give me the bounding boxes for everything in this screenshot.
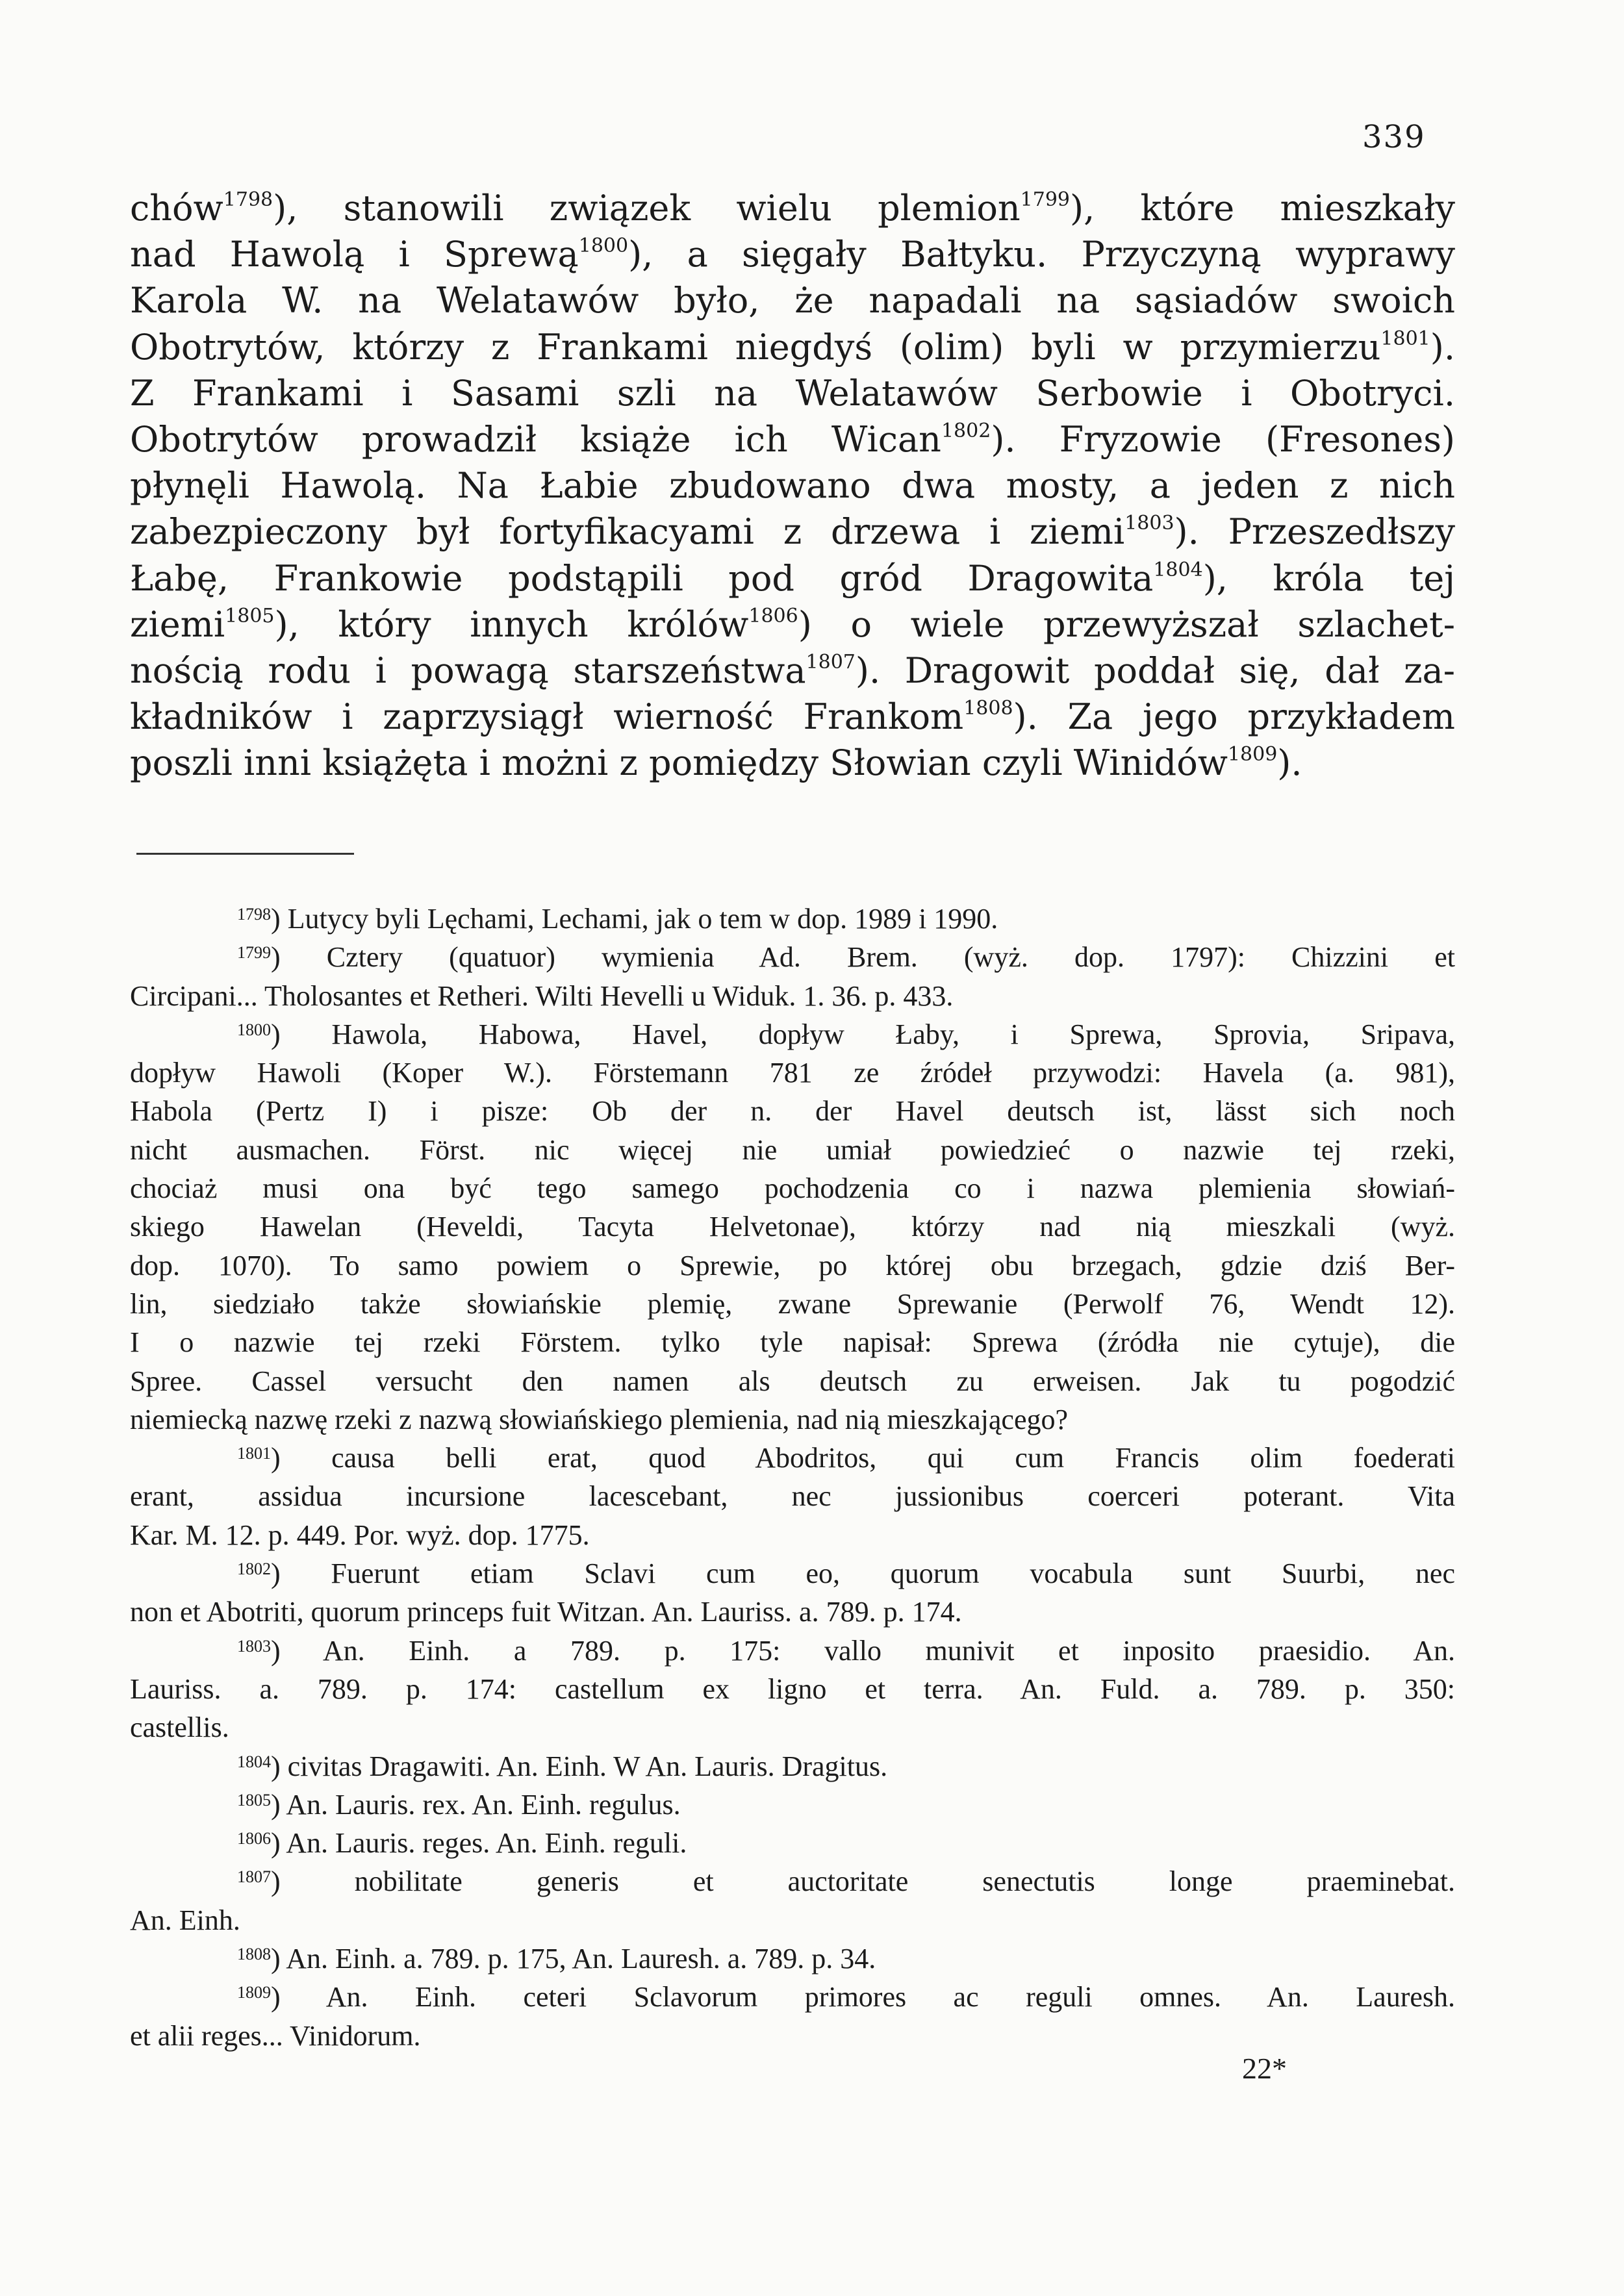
footnote-line [130,977,1455,1015]
footnote [130,1747,1455,1785]
footnote [130,1939,1455,1978]
footnote-paren: ) [271,1750,288,1782]
footnote-ref: 1809 [1227,743,1278,766]
footnote-line [130,1285,1455,1323]
footnote-text: Habola (Pertz I) i pisze: Ob der n. der Havel deutsch ist, lässt sich noch [130,1095,1455,1128]
footnote-text: An. Einh. a 789. p. 175: vallo munivit et inposito praesidio. An. [322,1634,1455,1667]
text-run: ), a sięgały Bałtyku. Przyczyną wyprawy [628,234,1455,275]
text-run: ), stanowili związek wielu plemion [273,188,1021,229]
footnote-text: An. Einh. ceteri Sclavorum primores ac reguli omnes. An. Lauresh. [325,1981,1455,2013]
footnote-text: erant, assidua incursione lacescebant, nec jussionibus coerceri poterant. Vita [130,1480,1455,1513]
footnote-line [130,1053,1455,1092]
text-run: ). Przeszedłszy [1174,511,1455,553]
text-run: kładników i zaprzysiągł wierność Frankom [130,696,964,738]
footnote-text: Circipani... Tholosantes et Retheri. Wilti Hevelli u Widuk. 1. 36. p. 433. [130,979,954,1012]
footnote-text: non et Abotriti, quorum princeps fuit Witzan. An. Lauriss. a. 789. p. 174. [130,1596,962,1628]
text-run: ). [1430,326,1455,368]
footnote [130,1632,1455,1747]
footnote-line [130,1708,1455,1747]
footnote-line [130,1015,1455,1053]
footnote [130,1978,1455,2055]
footnote-text: niemiecką nazwę rzeki z nazwą słowiańskiego plemienia, nad nią mieszkającego? [130,1403,1069,1435]
footnote [130,938,1455,1015]
text-run: ), króla tej [1202,557,1455,599]
text-line [130,277,1455,323]
footnote-text: lin, siedziało także słowiańskie plemię, zwane Sprewanie (Perwolf 76, Wendt 12). [130,1287,1455,1320]
text-run: poszli inni książęta i możni z pomiędzy Słowian czyli Winidów [130,742,1228,784]
text-run: nością rodu i powagą starszeństwa [130,650,806,692]
footnote-line [130,1747,1455,1785]
main-text [130,185,1455,787]
text-run: ) o wiele przewyższał szlachet- [798,603,1455,645]
text-line [130,185,1455,231]
footnote-paren: ) [271,1634,323,1667]
footnote-ref: 1800 [578,234,629,258]
footnote-ref: 1808 [963,697,1013,720]
text-run: chów [130,188,223,229]
footnote-ref: 1807 [806,651,856,674]
footnote-line [130,1978,1455,2016]
footnote-line [130,1862,1455,1900]
text-line [130,462,1455,509]
footnote-number: 1805 [237,1790,271,1810]
footnote-text: An. Einh. a. 789. p. 175, An. Lauresh. a. 789. p. 34. [286,1943,876,1975]
text-run: ), który innych królów [274,603,749,645]
text-line [130,694,1455,740]
footnote [130,1824,1455,1862]
text-run: ). Dragowit poddał się, dał za- [855,650,1455,692]
text-run: ), które mieszkały [1070,188,1455,229]
footnote-ref: 1806 [748,604,798,627]
text-line [130,601,1455,648]
footnote-ref: 1798 [223,188,273,211]
footnote-line [130,1400,1455,1439]
footnote-line [130,1092,1455,1130]
footnote-text: skiego Hawelan (Heveldi, Tacyta Helvetonae), którzy nad nią mieszkali (wyż. [130,1211,1455,1243]
footnote-line [130,1632,1455,1670]
footnote-number: 1809 [237,1983,271,2002]
footnote-line [130,1670,1455,1708]
footnote-text: An. Einh. [130,1904,240,1936]
footnote-line [130,1939,1455,1978]
footnote-text: I o nazwie tej rzeki Förstem. tylko tyle napisał: Sprewa (źródła nie cytuje), die [130,1326,1455,1359]
footnote-ref: 1803 [1124,512,1174,535]
text-run: Obotrytów, którzy z Frankami niegdyś (olim) byli w przymierzu [130,326,1381,368]
footnote-number: 1798 [237,905,271,924]
footnote-line [130,1785,1455,1824]
footnote-text: nobilitate generis et auctoritate senectutis longe praeminebat. [354,1865,1455,1898]
text-run: Obotrytów prowadził książe ich Wican [130,419,941,460]
footnote-line [130,1901,1455,1939]
footnote-line [130,1323,1455,1361]
text-run: płynęli Hawolą. Na Łabie zbudowano dwa mosty, a jeden z nich [130,465,1455,507]
footnote-separator [136,853,354,855]
text-run: ). Fryzowie (Fresones) [991,419,1455,460]
text-line [130,416,1455,462]
footnote-ref: 1802 [941,420,991,443]
footnote-ref: 1804 [1153,558,1203,581]
footnote-ref: 1801 [1380,327,1430,350]
footnote-paren: ) [271,1442,332,1474]
text-run: ziemi [130,603,225,645]
footnote [130,1439,1455,1554]
footnote-number: 1803 [237,1636,271,1656]
text-line [130,231,1455,277]
page-number: 339 [1362,119,1426,155]
footnote-paren: ) [271,1981,326,2013]
footnote-text: nicht ausmachen. Först. nic więcej nie umiał powiedzieć o nazwie tej rzeki, [130,1133,1455,1166]
footnote-line [130,938,1455,976]
footnote-text: dop. 1070). To samo powiem o Sprewie, po której obu brzegach, gdzie dziś Ber- [130,1249,1455,1281]
text-run: nad Hawolą i Sprewą [130,234,579,275]
footnote-ref: 1805 [225,604,275,627]
text-run: Łabę, Frankowie podstąpili pod gród Dragowita [130,557,1154,599]
footnote-line [130,900,1455,938]
footnote-paren: ) [271,941,327,974]
footnote-line [130,1516,1455,1554]
footnote-number: 1799 [237,943,271,963]
footnote-number: 1804 [237,1752,271,1771]
text-line [130,555,1455,601]
footnote-line [130,1439,1455,1477]
text-run: ). [1277,742,1302,784]
footnote-text: Cztery (quatuor) wymienia Ad. Brem. (wyż. dop. 1797): Chizzini et [326,941,1455,974]
text-line [130,324,1455,370]
footnote-line [130,1246,1455,1285]
footnote-ref: 1799 [1020,188,1071,211]
footnote-text: Kar. M. 12. p. 449. Por. wyż. dop. 1775. [130,1519,590,1551]
footnote-text: castellis. [130,1711,229,1744]
footnote-text: An. Lauris. reges. An. Einh. reguli. [286,1827,687,1860]
footnote-line [130,1554,1455,1593]
footnote-line [130,1362,1455,1400]
footnote-text: chociaż musi ona być tego samego pochodzenia co i nazwa plemienia słowiań- [130,1172,1455,1205]
footnote-number: 1806 [237,1829,271,1848]
text-line [130,648,1455,694]
footnote-text: Spree. Cassel versucht den namen als deutsch zu erweisen. Jak tu pogodzić [130,1365,1455,1397]
text-line [130,509,1455,555]
text-run: zabezpieczony był fortyfikacyami z drzewa i ziemi [130,511,1125,553]
footnote [130,1554,1455,1632]
footnote-line [130,1593,1455,1631]
footnote-text: An. Lauris. rex. An. Einh. regulus. [286,1788,681,1821]
footnote-number: 1807 [237,1867,271,1887]
footnote-paren: ) [271,903,288,935]
text-line [130,370,1455,416]
signature-mark: 22* [1242,2052,1287,2085]
footnote-line [130,1207,1455,1246]
footnote-number: 1808 [237,1945,271,1964]
text-run: Karola W. na Welatawów było, że napadali na sąsiadów swoich [130,280,1455,322]
footnote-line [130,1131,1455,1169]
footnote-text: Hawola, Habowa, Havel, dopływ Łaby, i Sprewa, Sprovia, Sripava, [331,1018,1456,1050]
footnote-number: 1802 [237,1559,271,1579]
footnotes [130,900,1455,2055]
footnote-text: Lutycy byli Lęchami, Lechami, jak o tem w dop. 1989 i 1990. [287,903,998,935]
footnote-number: 1800 [237,1020,271,1039]
footnote-text: Fuerunt etiam Sclavi cum eo, quorum vocabula sunt Suurbi, nec [331,1558,1455,1590]
footnote-number: 1801 [237,1444,271,1463]
footnote [130,1862,1455,1939]
footnote-paren: ) [271,1827,286,1860]
footnote-paren: ) [271,1018,332,1050]
footnote [130,1785,1455,1824]
footnote-line [130,2017,1455,2055]
text-run: ). Za jego przykładem [1013,696,1455,738]
footnote-paren: ) [271,1788,286,1821]
footnote-paren: ) [271,1865,355,1898]
footnote-text: et alii reges... Vinidorum. [130,2019,421,2052]
footnote-line [130,1824,1455,1862]
text-run: Z Frankami i Sasami szli na Welatawów Serbowie i Obotryci. [130,372,1455,414]
footnote-text: causa belli erat, quod Abodritos, qui cum Francis olim foederati [331,1442,1455,1474]
footnote-text: dopływ Hawoli (Koper W.). Förstemann 781 ze źródeł przywodzi: Havela (a. 981), [130,1057,1455,1089]
footnote-text: Lauriss. a. 789. p. 174: castellum ex ligno et terra. An. Fuld. a. 789. p. 350: [130,1672,1455,1705]
footnote [130,1015,1455,1439]
footnote-text: civitas Dragawiti. An. Einh. W An. Lauris. Dragitus. [287,1750,888,1782]
footnote-line [130,1169,1455,1207]
footnote-paren: ) [271,1943,286,1975]
footnote-line [130,1477,1455,1515]
footnote-paren: ) [271,1558,331,1590]
footnote [130,900,1455,938]
text-line [130,740,1455,786]
